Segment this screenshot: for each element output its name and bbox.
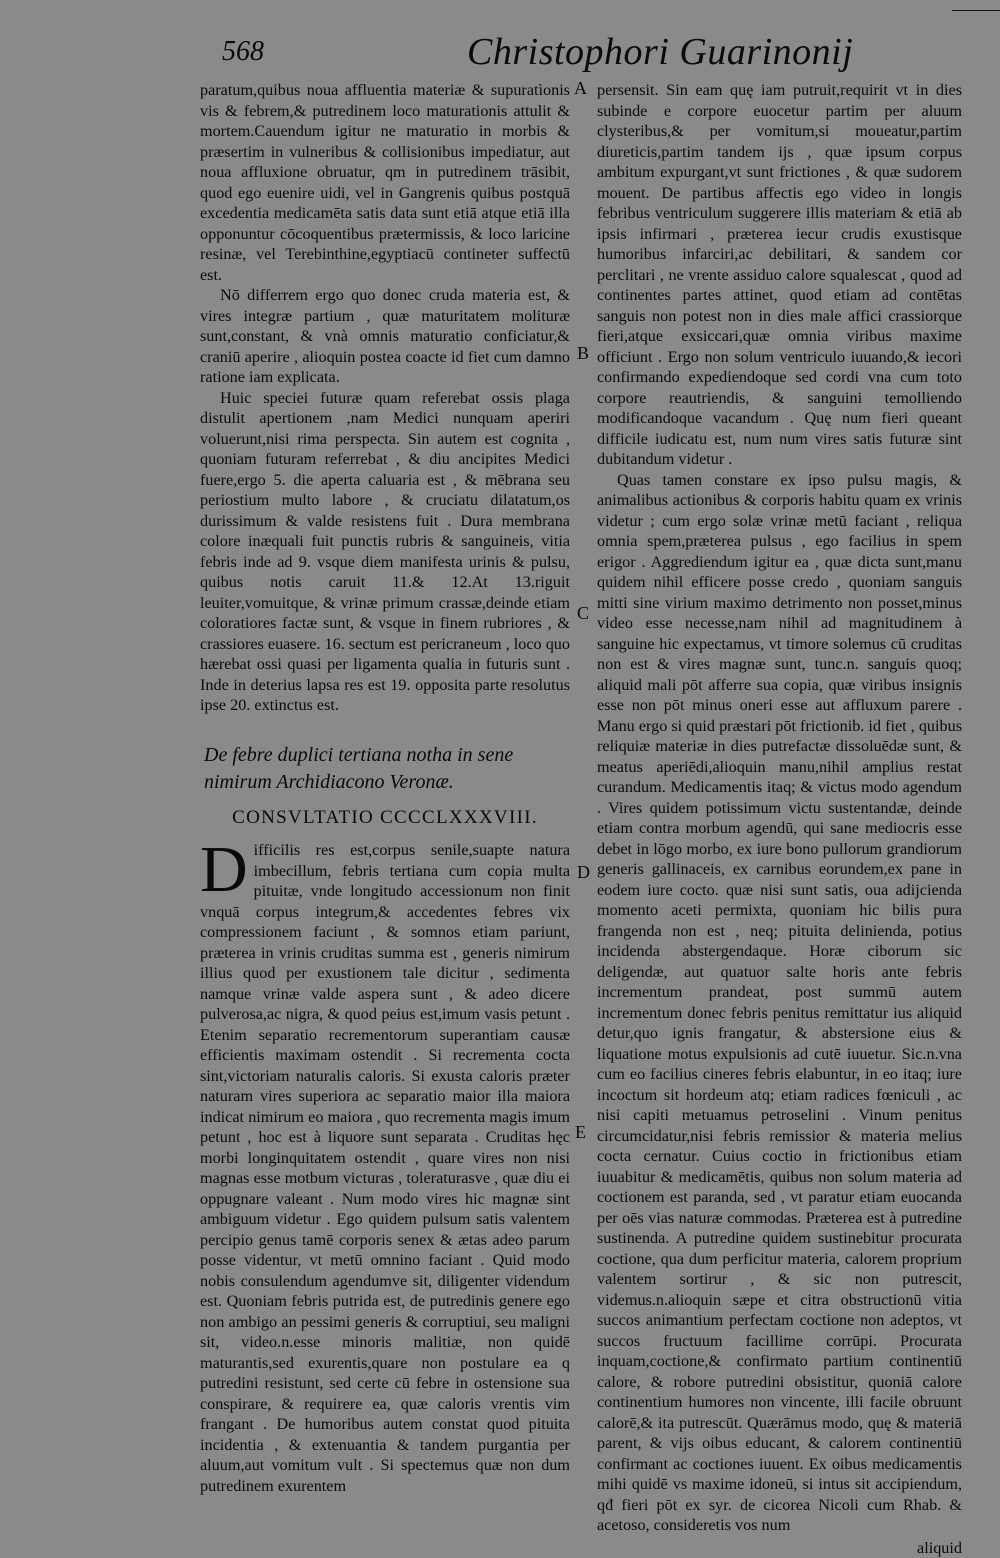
drop-capital: D bbox=[200, 842, 248, 898]
margin-letter-a: A bbox=[574, 78, 587, 99]
corner-rule bbox=[952, 10, 1000, 11]
left-column bbox=[200, 80, 570, 1496]
margin-letter-e: E bbox=[575, 1122, 586, 1143]
right-paragraph-1: persensit. Sin eam quę iam putruit,requirit vt in dies subinde e corpore euocetur partim per aluum clysteribus,& per vomitum,si moueatur,partim diureticis,partim tandem ijs , quæ ipsum corpus ambitum expurgant,vt sunt frictiones , & quæ sudorem mouent. De partibus affectis ego video in longis febribus ventriculum suggerere illis materiam & etiā ab ipsis infirmari , præterea iecur crudis exustisque humoribus infarciri,ac debilitari, & sandem cor perclitari , ne vrente assiduo calore squalescat , quod ad continentes partes attinet, quod etiam ad contētas sanguis non potest non in dies male affici crassiorque fieri,atque exsiccari,quæ omnia viribus maxime officiunt . Ergo non solum ventriculo iuuando,& iecori confirmando expediendoque sed cordi vna cum toto corpore reautriendis, & sanguini temolliendo modificandoque vacandum . Quę num fieri queant difficile iudicatu est, num num vires satis futuræ sint dubitandum videtur . bbox=[597, 80, 962, 470]
left-paragraph-1: paratum,quibus noua affluentia materiæ & supuratìonis vis & febrem,& putredinem loco maturationis attulit & mortem.Cauendum igitur ne maturatio in morbis & præsertim in vulneribus & collisionibus impediatur, aut noua affluxione obruatur, qm in putredinem trāsibit, quod ego euenire uidi, vel in Gangrenis quibus postquā excedentia medicamēta satis data sunt etiā atque etiā illa opponuntur cōcoquentibus prætermissis, & loco laricine resinæ, vel Terebinthine,egyptiacū contineter suffectū est. bbox=[200, 80, 570, 285]
catchword: aliquid bbox=[597, 1538, 962, 1558]
page-header bbox=[222, 28, 960, 80]
running-title: Christophori Guarinonij bbox=[467, 30, 853, 74]
right-column bbox=[597, 80, 962, 1558]
margin-letter-d: D bbox=[577, 862, 590, 883]
consultatio-heading: CONSVLTATIO CCCCLXXXVIII. bbox=[200, 808, 570, 829]
margin-letter-b: B bbox=[577, 343, 589, 364]
left-paragraph-4: ifficilis res est,corpus senile,suapte natura imbecillum, febris tertiana cum copia multa pituitæ, vnde longitudo accessionum non finit vnquā corpus integrum,& accedentes febres vix compressionem faciunt , & somnos etiam pariunt, præterea in vrinis cruditas summa est , generis nimirum illius quod per exustionem tale dicitur , sedimenta namque vrinæ valde aspera sunt , & adeo dicere pulverosa,ac nigra, & quod peius est,imum vasis petunt . Etenim separatio recrementorum superantiam causæ efficientis maximam ostendit . Si recrementa cocta sint,victoriam naturalis caloris. Si exusta caloris præter naturam vires superiora ac separatio maior illa maiora indicat nimirum eo maiora , quo recrementa magis imum petunt , hoc est à liquore sunt separata . Cruditas hęc morbi longinquitatem ostendit , quare vires non nisi magnas esse motbum victuras , toleraturasve , quæ diu ei oppugnare valeant . Num modo vires hic magnæ sint ambiguum videtur . Ego quidem pulsum satis valentem percipio genus tamē corporis senex & ætas adeo parum posse videntur, vt metū omnino faciant . Quid modo nobis consulendum agendumve sit, diligenter videndum est. Quoniam febris putrida est, de putredinis genere ego non ambigo an pessimi generis & corruptiui, seu maligni sit, video.n.esse minoris malitiæ, non quidē maturantis,sed exurentis,quare non postulare ea q putredini resistunt, sed certe cū febre in ostensione sua conspirare, & requirere ea, quæ caloris vrentis vim frangant . De humoribus autem constat quod pituita incidentia , & extenuantia & tandem purgantia per aluum,aut vomitum vult . Si spectemus quæ non dum putredinem exurentem bbox=[200, 840, 570, 1496]
section-title: De febre duplici tertiana notha in sene nimirum Archidiacono Veronæ. bbox=[204, 742, 570, 796]
margin-letter-c: C bbox=[577, 603, 589, 624]
left-paragraph-3: Huic speciei futuræ quam referebat ossis plaga distulit apertionem ,nam Medici nunquam aperiri voluerunt,nisi rima perspecta. Sin autem est cognita , quoniam futuram referrebat , & diu ancipites Medici fuere,ergo 5. die aperta caluaria est , & mēbrana seu periostium multo labore , & cruciatu dilatatum,os durissimum & valde resistens fuit . Dura membrana colore inæquali fuit punctis rubris & sanguineis, vitia febris inde ad 9. vsque diem manifesta urinis & pulsu, quibus notis caruit 11.& 12.At 13.riguit leuiter,vomuitque, & vrinæ primum crassæ,deinde etiam coloratiores factæ sunt, & vsque in finem rubriores , & crassiores euasere. 16. sectum est pericraneum , loco quo hærebat ossi quasi per ligamenta qualia in futuris sunt . Inde in deterius lapsa res est 19. opposita parte resolutus ipse 20. extinctus est. bbox=[200, 388, 570, 716]
right-paragraph-2: Quas tamen constare ex ipso pulsu magis, & animalibus actionibus & corporis habitu quam ex vrinis videtur ; cum ergo solæ vrinæ metū faciant , reliqua omnia spem,præterea pulsus , ego facilius in spem erigor . Aggrediendum igitur ea , quæ dicta sunt,manu quidem nihil efficere posse credo , quoniam sanguis mitti sine virium maximo detrimento non posset,minus video esse necesse,nam nihil ad magnitudinem à sanguine hic expectamus, vt timore solemus cū cruditas non est & vires magnæ sunt, tunc.n. sanguis quoq; aliquid mali pōt afferre sua copia, quæ viribus insignis esse non pōt minus oneri esse aut affluxum parere . Manu ergo si quid præstari pōt frictionib. id fiet , quibus reliquiæ materiæ in dies putrefactæ dissoluēdæ sunt, & meatus aperiēdi,alioquin manu,nihil amplius restat curandum. Medicamentis itaq; & victus modo agendum . Vires quidem potissimum victu sustentandæ, deinde etiam contra morbum agendū, qui sane mediocris esse debet in lōgo morbo, ex iure bono pullorum grandiorum generis gallinaceis, ex carnibus eorundem,ex pane in eodem iure cocto. quæ nisi sunt satis, oua adijcienda momento aceti permixta, quoniam hic bilis pura frangenda non est , neq; pituita delinienda, potius incidenda abstergendaque. Horæ ciborum sic deligendæ, aut quatuor salte horis ante febris incrementum prandeat, post summū autem incrementum donec febris penitus remittatur ius aliquid detur,quo ignis frangatur, & abstersione eius & liquatione motus expulsionis ad cutē iuuetur. Sic.n.vna cum eo facilius cineres febris elabuntur, in eo itaq; iure incoctum sit hordeum atq; etiam radices fœniculi , ac nisi capiti metuamus petroselini . Vinum penitus circumcidatur,nisi febris remissior & materia melius cocta cernatur. Cuius coctio in frictionibus etiam iuuabitur & medicamētis, quibus non solum materia ad coctionem est paranda, sed , vt paratur etiam euocanda per oēs vias naturæ commodas. Præterea est à putredine sustinenda. A putredine quidem sustinebitur procurata coctione, qua dum perficitur materia, calorem proprium valentem sortirur , & sic non putrescit, videmus.n.alioquin sæpe et citra obstructionū vitia succos animantium perfectam coctione non adeptos, vt succos fructuum facillime corrūpi. Procurata inquam,coctione,& confirmato partium continentiū calore, & robore putredini obsistitur, quoniā calore continentium humores non vincente, illi facile obruunt calorē,& ita putrescūt. Quærāmus modo, quę & materiā parent, & vijs oibus educant, & calorem continentiū confirmant ac coctiones iuuent. Ex oibus medicamentis mihi quidē vs maxime idoneū, si intus sit accipiendum, qđ fieri pōt ex syr. de cicorea Nicoli cum Rhab. & acetoso, consideretis vos num bbox=[597, 470, 962, 1536]
left-paragraph-2: Nō differrem ergo quo donec cruda materia est, & vires integræ partium , quæ maturitatem molituræ sunt,constant, & vnà omnis maturatio conficiatur,& craniū aperire , alioquin postea coacte id fiet cum damno ratione iam explicata. bbox=[200, 285, 570, 388]
page-number: 568 bbox=[222, 36, 264, 68]
